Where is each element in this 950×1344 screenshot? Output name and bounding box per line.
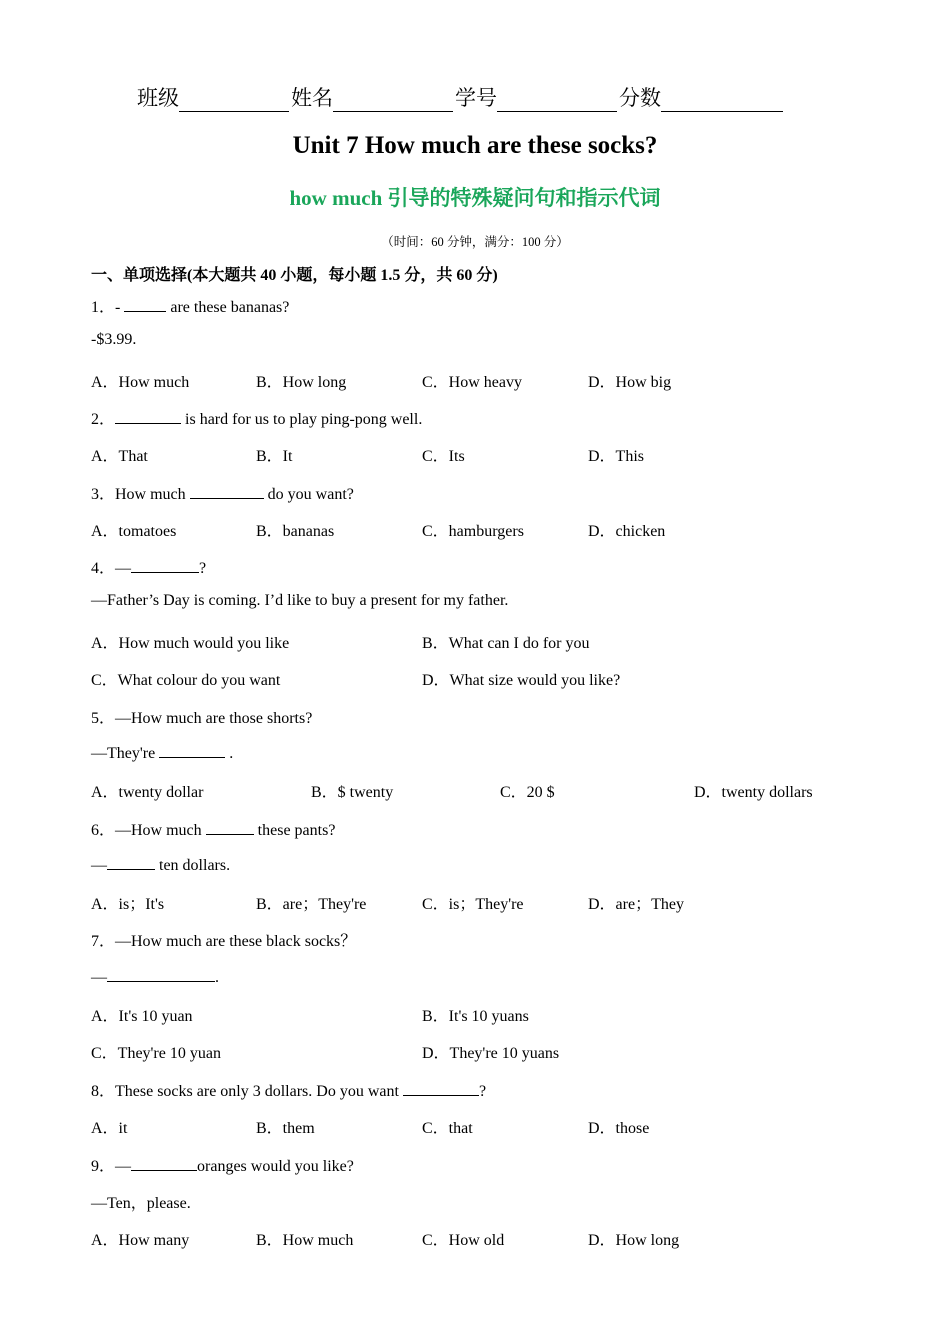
option-c[interactable]: C．What colour do you want bbox=[91, 672, 281, 689]
option-a[interactable]: A．How much would you like bbox=[91, 635, 290, 652]
question-text: 2． bbox=[91, 411, 116, 428]
name-blank bbox=[333, 87, 453, 112]
option-c[interactable]: C．is；They're bbox=[422, 896, 524, 913]
option-b[interactable]: B．How much bbox=[256, 1232, 354, 1249]
option-b[interactable]: B．It's 10 yuans bbox=[422, 1008, 529, 1025]
question-text: do you want? bbox=[263, 486, 354, 503]
option-b[interactable]: B．$ twenty bbox=[311, 784, 394, 801]
question-2-line-1 bbox=[91, 406, 422, 429]
option-a[interactable]: A．twenty dollar bbox=[91, 784, 204, 801]
student-id-label: 学号 bbox=[455, 86, 497, 110]
option-c[interactable]: C．They're 10 yuan bbox=[91, 1045, 221, 1062]
question-text: ? bbox=[478, 1083, 487, 1100]
question-7-line-2 bbox=[91, 966, 219, 987]
option-b[interactable]: B．are；They're bbox=[256, 896, 367, 913]
answer-blank bbox=[107, 966, 215, 982]
answer-blank bbox=[190, 483, 264, 499]
option-a[interactable]: A．tomatoes bbox=[91, 523, 177, 540]
option-b[interactable]: B．How long bbox=[256, 374, 347, 391]
question-text: . bbox=[225, 745, 234, 762]
question-9-line-2: —Ten，please. bbox=[91, 1195, 191, 1212]
option-a[interactable]: A．How many bbox=[91, 1232, 190, 1249]
student-id-blank bbox=[497, 87, 617, 112]
option-c[interactable]: C．Its bbox=[422, 448, 465, 465]
question-text: 4．— bbox=[91, 560, 132, 577]
question-text: is hard for us to play ping-pong well. bbox=[181, 411, 423, 428]
option-a[interactable]: A．How much bbox=[91, 374, 190, 391]
question-5-line-2 bbox=[91, 742, 233, 763]
option-b[interactable]: B．What can I do for you bbox=[422, 635, 590, 652]
option-d[interactable]: D．are；They bbox=[588, 896, 684, 913]
option-d[interactable]: D．They're 10 yuans bbox=[422, 1045, 560, 1062]
section-title: 一、单项选择(本大题共 40 小题，每小题 1.5 分，共 60 分) bbox=[91, 267, 498, 284]
question-text: —They're bbox=[91, 745, 160, 762]
question-text: 1．- bbox=[91, 299, 125, 316]
page-title: Unit 7 How much are these socks? bbox=[292, 132, 658, 159]
option-d[interactable]: D．How long bbox=[588, 1232, 680, 1249]
question-9-line-1 bbox=[91, 1153, 354, 1176]
question-text: are these bananas? bbox=[166, 299, 290, 316]
question-text: these pants? bbox=[253, 822, 336, 839]
question-1-line-2: -$3.99. bbox=[91, 331, 137, 348]
question-text: ten dollars. bbox=[155, 857, 231, 874]
option-c[interactable]: C．that bbox=[422, 1120, 473, 1137]
score-label: 分数 bbox=[619, 86, 661, 110]
student-info-line bbox=[137, 82, 785, 112]
option-a[interactable]: A．it bbox=[91, 1120, 128, 1137]
answer-blank bbox=[115, 408, 181, 424]
option-a[interactable]: A．That bbox=[91, 448, 148, 465]
option-c[interactable]: C．How old bbox=[422, 1232, 505, 1249]
score-blank bbox=[661, 87, 783, 112]
option-d[interactable]: D．What size would you like? bbox=[422, 672, 621, 689]
question-text: 3．How much bbox=[91, 486, 190, 503]
question-text: 8．These socks are only 3 dollars. Do you want bbox=[91, 1083, 403, 1100]
option-b[interactable]: B．It bbox=[256, 448, 293, 465]
answer-blank bbox=[206, 819, 254, 835]
class-blank bbox=[179, 87, 289, 112]
question-text: — bbox=[91, 857, 107, 874]
question-5-line-1: 5．—How much are those shorts? bbox=[91, 710, 313, 727]
option-a[interactable]: A．is；It's bbox=[91, 896, 165, 913]
option-b[interactable]: B．bananas bbox=[256, 523, 335, 540]
answer-blank bbox=[159, 742, 225, 758]
option-a[interactable]: A．It's 10 yuan bbox=[91, 1008, 193, 1025]
question-6-line-2 bbox=[91, 854, 230, 875]
question-3-line-1 bbox=[91, 481, 354, 504]
question-text: 6．—How much bbox=[91, 822, 206, 839]
question-6-line-1 bbox=[91, 817, 335, 840]
option-b[interactable]: B．them bbox=[256, 1120, 315, 1137]
question-text: — bbox=[91, 969, 107, 986]
question-4-line-1 bbox=[91, 555, 206, 578]
option-c[interactable]: C．How heavy bbox=[422, 374, 522, 391]
name-label: 姓名 bbox=[291, 86, 333, 110]
option-d[interactable]: D．chicken bbox=[588, 523, 666, 540]
question-text: oranges would you like? bbox=[197, 1158, 354, 1175]
question-1-line-1 bbox=[91, 294, 289, 317]
question-text: 9．— bbox=[91, 1158, 132, 1175]
question-8-line-1 bbox=[91, 1078, 486, 1101]
option-d[interactable]: D．twenty dollars bbox=[694, 784, 813, 801]
option-d[interactable]: D．How big bbox=[588, 374, 672, 391]
answer-blank bbox=[131, 1155, 197, 1171]
question-text: ? bbox=[199, 560, 207, 577]
option-c[interactable]: C．hamburgers bbox=[422, 523, 524, 540]
answer-blank bbox=[403, 1080, 479, 1096]
time-info: （时间：60 分钟，满分：100 分） bbox=[381, 235, 569, 249]
answer-blank bbox=[131, 557, 199, 573]
answer-blank bbox=[124, 296, 166, 312]
question-4-line-2: —Father’s Day is coming. I’d like to buy a present for my father. bbox=[91, 592, 509, 609]
question-text: . bbox=[215, 969, 219, 986]
class-label: 班级 bbox=[137, 86, 179, 110]
option-c[interactable]: C．20 $ bbox=[500, 784, 555, 801]
option-d[interactable]: D．those bbox=[588, 1120, 650, 1137]
answer-blank bbox=[107, 854, 155, 870]
page-subtitle: how much 引导的特殊疑问句和指示代词 bbox=[289, 186, 661, 210]
question-7-line-1: 7．—How much are these black socks？ bbox=[91, 933, 357, 950]
option-d[interactable]: D．This bbox=[588, 448, 645, 465]
